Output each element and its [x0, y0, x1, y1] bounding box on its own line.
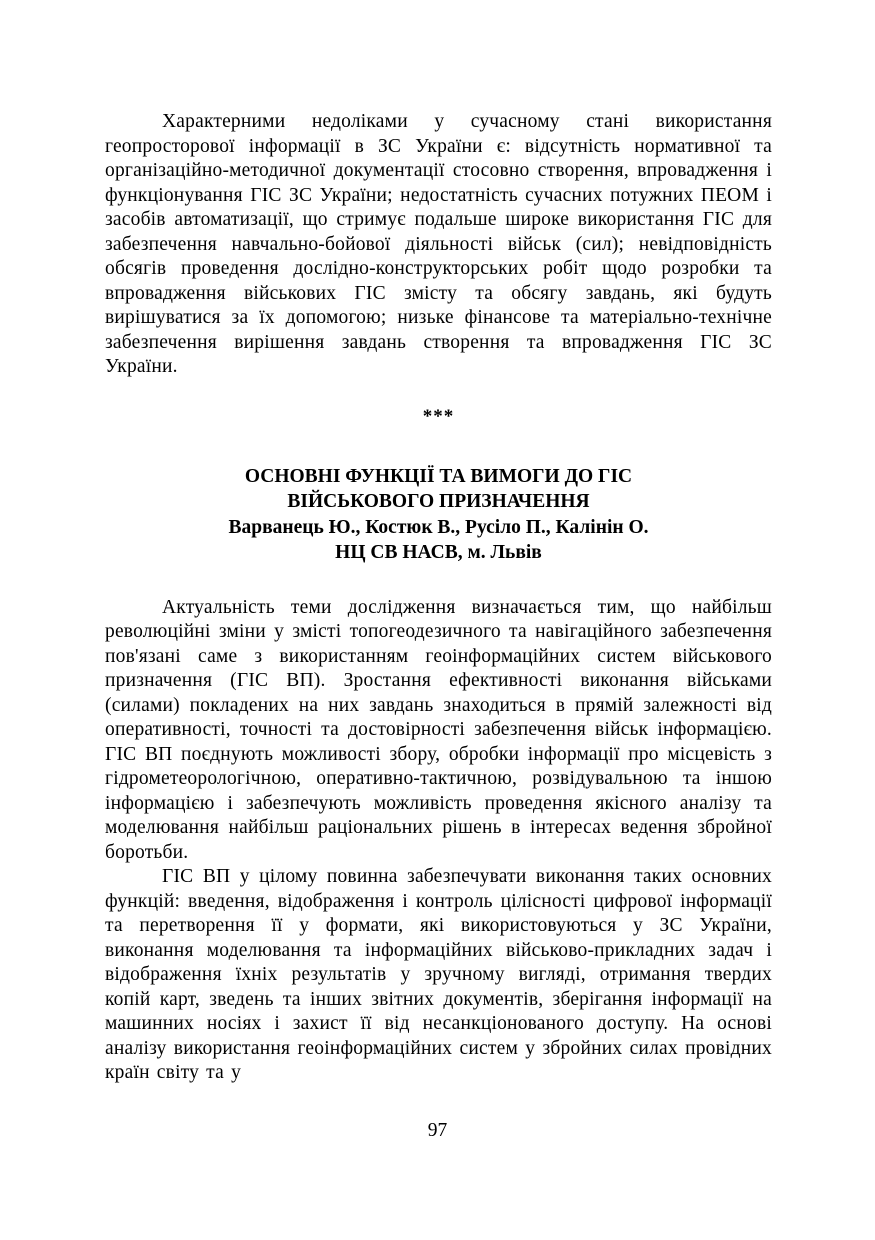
page-number: 97	[427, 1120, 448, 1141]
article-title-line-1: ОСНОВНІ ФУНКЦІЇ ТА ВИМОГИ ДО ГІС	[244, 465, 633, 487]
article-authors: Варванець Ю., Костюк В., Русіло П., Калінін О.	[228, 516, 649, 538]
article-paragraph-2: ГІС ВП у цілому повинна забезпечувати виконання таких основних функцій: введення, відображення і контроль цілісності цифрової інформації та перетворення її у формати, які використовуються у ЗС України, виконання моделювання та інформаційних військово-прикладних задач і відображення їхніх результатів у зручному вигляді, отримання твердих копій карт, зведень та інших звітних документів, зберігання інформації на машинних носіях і захист її від несанкціонованого доступу. На основі аналізу використання геоінформаційних систем у збройних силах провідних країн світу та у	[105, 866, 772, 1083]
article-paragraph-1: Актуальність теми дослідження визначається тим, що найбільш революційні зміни у змісті топогеодезичного та навігаційного забезпечення пов'язані саме з використанням геоінформаційних систем військового призначення (ГІС ВП). Зростання ефективності виконання військами (силами) покладених на них завдань знаходиться в прямій залежності від оперативності, точності та достовірності забезпечення військ інформацією. ГІС ВП поєднують можливості збору, обробки інформації про місцевість з гідрометеорологічною, оперативно-тактичною, розвідувальною та іншою інформацією і забезпечують можливість проведення якісного аналізу та моделювання найбільш раціональних рішень в інтересах ведення збройної боротьби.	[105, 596, 772, 863]
page-content	[105, 110, 772, 1086]
article-affiliation: НЦ СВ НАСВ, м. Львів	[335, 542, 542, 563]
article-header	[105, 464, 772, 566]
intro-paragraph: Характерними недоліками у сучасному стані використання геопросторової інформації в ЗС України є: відсутність нормативної та організаційно-методичної документації стосовно створення, впровадження і функціонування ГІС ЗС України; недостатність сучасних потужних ПЕОМ і засобів автоматизації, що стримує подальше широке використання ГІС для забезпечення навчально-бойової діяльності військ (сил); невідповідність обсягів проведення дослідно-конструкторських робіт щодо розробки та впровадження військових ГІС змісту та обсягу завдань, які будуть вирішуватися за їх допомогою; низьке фінансове та матеріально-технічне забезпечення вирішення завдань створення та впровадження ГІС ЗС України.	[105, 111, 772, 377]
section-separator: ***	[422, 405, 455, 427]
article-title-line-2: ВІЙСЬКОВОГО ПРИЗНАЧЕННЯ	[287, 491, 590, 512]
